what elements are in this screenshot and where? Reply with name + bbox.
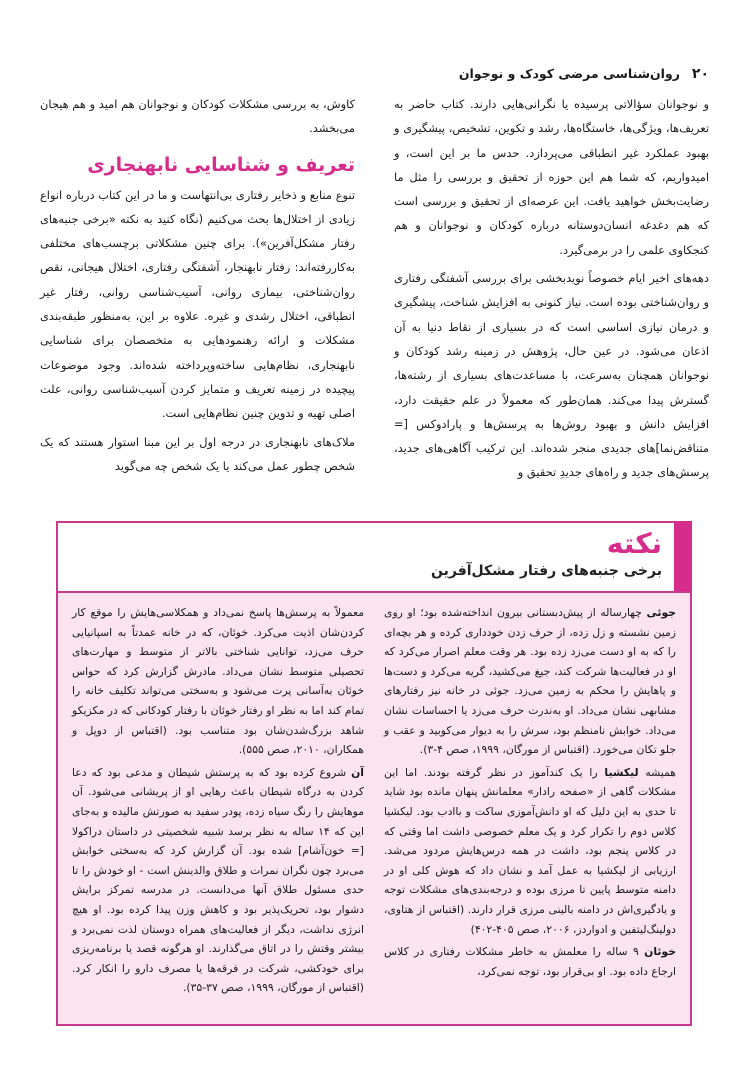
paragraph: کاوش، به بررسی مشکلات کودکان و نوجوانان هم امید و هم هیجان می‌بخشد.: [40, 97, 355, 136]
page-header: [39, 66, 709, 82]
paragraph: تنوع منابع و ذخایر رفتاری بی‌انتهاست و ما در این کتاب درباره انواع زیادی از اختلال‌ها بحث می‌کنیم (نگاه کنید به نکته «برخی جنبه‌های رفتار مشکل‌آفرین»). برای چنین مشکلاتی برچسب‌های مختلفی به‌کاررفته‌اند: رفتار نابهنجار، آشفتگی رفتاری، اختلال هیجانی، نقص روان‌شناختی، بیماری روانی، آسیب‌شناسی روانی، رفتار غیر انطباقی، اختلال رشدی و غیره. علاوه بر این، به‌منظور طبقه‌بندی مشکلات و ارائه رهنمودهایی به متخصصان برای شناسایی نابهنجاری، نظام‌هایی ساخته‌وپرداخته شده‌اند. وجود موضوعات پیچیده در زمینه تعریف و متمایز کردن آسیب‌شناسی روانی، علت اصلی تهیه و تدوین چنین نظام‌هایی است.: [40, 187, 355, 421]
case-name: جوئی: [646, 606, 676, 619]
left-column: [40, 92, 355, 482]
case-paragraph: [384, 763, 676, 939]
section-heading: تعریف و شناسایی نابهنجاری: [87, 153, 355, 176]
paragraph: ملاک‌های نابهنجاری در درجه اول بر این مبنا استوار هستند که یک شخص چطور عمل می‌کند یا یک شخص چه می‌گوید: [40, 434, 355, 473]
case-text: شروع کرده بود که به پرستش شیطان و مدعی بود که دعا کردن به درگاه شیطان باعث رهایی او از پریشانی می‌شود. آن موهایش را رنگ سیاه زده، پودر سفید به صورتش مالیده و به‌جای این که ۱۴ ساله به نظر برسد شبیه شخصیتی در داستان دراکولا [= خون‌آشام] شده بود. آن گزارش کرد که به‌سختی خوابش می‌برد چون نگران نمرات و طلاق والدینش است - او خودش را تا حدی مسئول طلاق آنها می‌دانست. در مدرسه تمرکز برایش دشوار بود، تحریک‌پذیر بود و کاهش وزن پیدا کرده بود. او هیچ انرژی نداشت، دیگر از فعالیت‌های همراه دوستان لذت نمی‌برد و بیشتر وقتش را در اتاق می‌گذارند. او هرگونه قصد یا برنامه‌ریزی برای خودکشی، شرکت در فرقه‌ها یا مصرف دارو را انکار کرد. (اقتباس از مورگان، ۱۹۹۹، صص ۳۷-۳۵).: [72, 765, 364, 995]
paragraph: و نوجوانان سؤالاتی پرسیده یا نگرانی‌هایی دارند. کتاب حاضر به تعریف‌ها، ویژگی‌ها، خاستگاه‌ها، رشد و تکوین، تشخیص، پیشگیری و بهبود عملکرد غیر انطباقی می‌پردازد. حدس ما بر این است، و امیدواریم، که شما هم این حوزه از تحقیق و بررسی را مثل ما رضایت‌بخش خواهید یافت. این عرصه‌ای از تحقیق و بررسی است که هم دغدغه انسان‌دوستانه درباره کودکان و نوجوانان و هم کنجکاوی علمی را در برمی‌گیرد.: [394, 97, 709, 257]
case-text: را یک کندآموز در نظر گرفته بودند. اما این مشکلات گاهی از «صفحه رادار» معلمانش پنهان مانده بود شاید تا حدی به این دلیل که او دانش‌آموزی ساکت و باادب بود. لیکشیا کلاس دوم را تکرار کرد و یک معلم خصوصی داشت اما وقتی که در کلاس پنجم بود، داشت در همه درس‌هایش مردود می‌شد. ارزیابی از لیکشیا به عمل آمد و نشان داد که هوش کلی او در دامنه متوسط پایین تا مرزی بوده و درجه‌بندی‌های مشکلات توجه و یادگیری‌اش در دامنه بالینی مرزی قرار دارند. (اقتباس از هتاوی، دولینگ‌لیتفین و ادواردز، ۲۰۰۶، صص ۴۰۵-۴۰۲): [384, 765, 676, 936]
case-paragraph: [72, 763, 364, 998]
case-name: لیکشیا: [604, 765, 639, 779]
paragraph: دهه‌های اخیر ایام خصوصاً نویدبخشی برای بررسی آشفتگی رفتاری و روان‌شناختی بوده است. نیاز کنونی به افزایش شناخت، پیشگیری و درمان نیازی اساسی است که در بسیاری از نقاط دنیا به آن اذعان می‌شود. در عین حال، پژوهش در زمینه رشد کودکان و نوجوانان همچنان به‌سرعت، با مساعدت‌های بسیاری از رشته‌ها، گسترش پیدا می‌کند. همان‌طور که معمولاً در علم حقیقت دارد، افزایش دانش و بهبود روش‌ها به پرسش‌ها و پارادوکس [= متناقض‌نما]های جدیدی منجر شده‌اند. این ترکیب آگاهی‌های جدید، پرسش‌های جدید و راه‌های جدیدِ تحقیق و: [394, 271, 709, 480]
case-paragraph: [384, 603, 676, 760]
note-box-tab: [674, 521, 692, 591]
note-box-subtitle: برخی جنبه‌های رفتار مشکل‌آفرین: [431, 563, 662, 579]
case-name: آن: [351, 765, 364, 779]
case-text-prefix: همیشه: [638, 765, 676, 779]
page-number: ۲۰: [691, 66, 709, 82]
case-text: چهارساله از پیش‌دبستانی بیرون انداخته‌شده بود؛ او روی زمین نشسته و زل زده، از حرف زدن خودداری کرده و هر بچه‌ای را که به او دست می‌زد زده بود. هر وقت معلم اصرار می‌کرد که او در فعالیت‌ها شرکت کند، جیغ می‌کشید، گریه می‌کرد و دست‌ها و پاهایش را محکم به زمین می‌زد. جوئی در خانه نیز رفتارهای مشابهی نشان می‌داد. او به‌ندرت حرف می‌زد یا احساسات نشان می‌داد. خوابش نامنظم بود، سرش را به دیوار می‌کوبید و عقب و جلو تکان می‌خورد. (اقتباس از مورگان، ۱۹۹۹، صص ۴-۳).: [384, 606, 676, 757]
case-paragraph: [384, 942, 676, 981]
case-paragraph: معمولاً به پرسش‌ها پاسخ نمی‌داد و همکلاسی‌هایش را موقع کار کردن‌شان اذیت می‌کرد. خوئان، که در خانه عمدتاً به اسپانیایی حرف می‌زد، توانایی شناختی بالاتر از متوسط و مهارت‌های تحصیلی متوسط نشان می‌داد. مادرش گزارش کرد که حواس خوئان به‌آسانی پرت می‌شود و به‌سختی می‌تواند تکلیف خانه را تمام کند اما به نظر او رفتار خوئان با رفتار کودکانی که در مکزیکو شاهد بزرگ‌شدن‌شان بود متناسب بود. (اقتباس از دوپل و همکاران، ۲۰۱۰، صص ۵۵۵).: [72, 606, 364, 757]
note-box-header: [58, 523, 690, 593]
running-title: روان‌شناسی مرضی کودک و نوجوان: [458, 66, 680, 81]
note-box-title: نکته: [606, 527, 662, 560]
case-text: ۹ ساله را معلمش به خاطر مشکلات رفتاری در کلاس ارجاع داده بود. او بی‌قرار بود، توجه نمی‌کرد،: [384, 945, 676, 978]
note-box-left-column: [72, 603, 364, 1001]
right-column: [394, 92, 709, 489]
note-box-right-column: [384, 603, 676, 984]
note-box: [56, 521, 692, 1026]
case-name: خوئان: [644, 945, 676, 959]
